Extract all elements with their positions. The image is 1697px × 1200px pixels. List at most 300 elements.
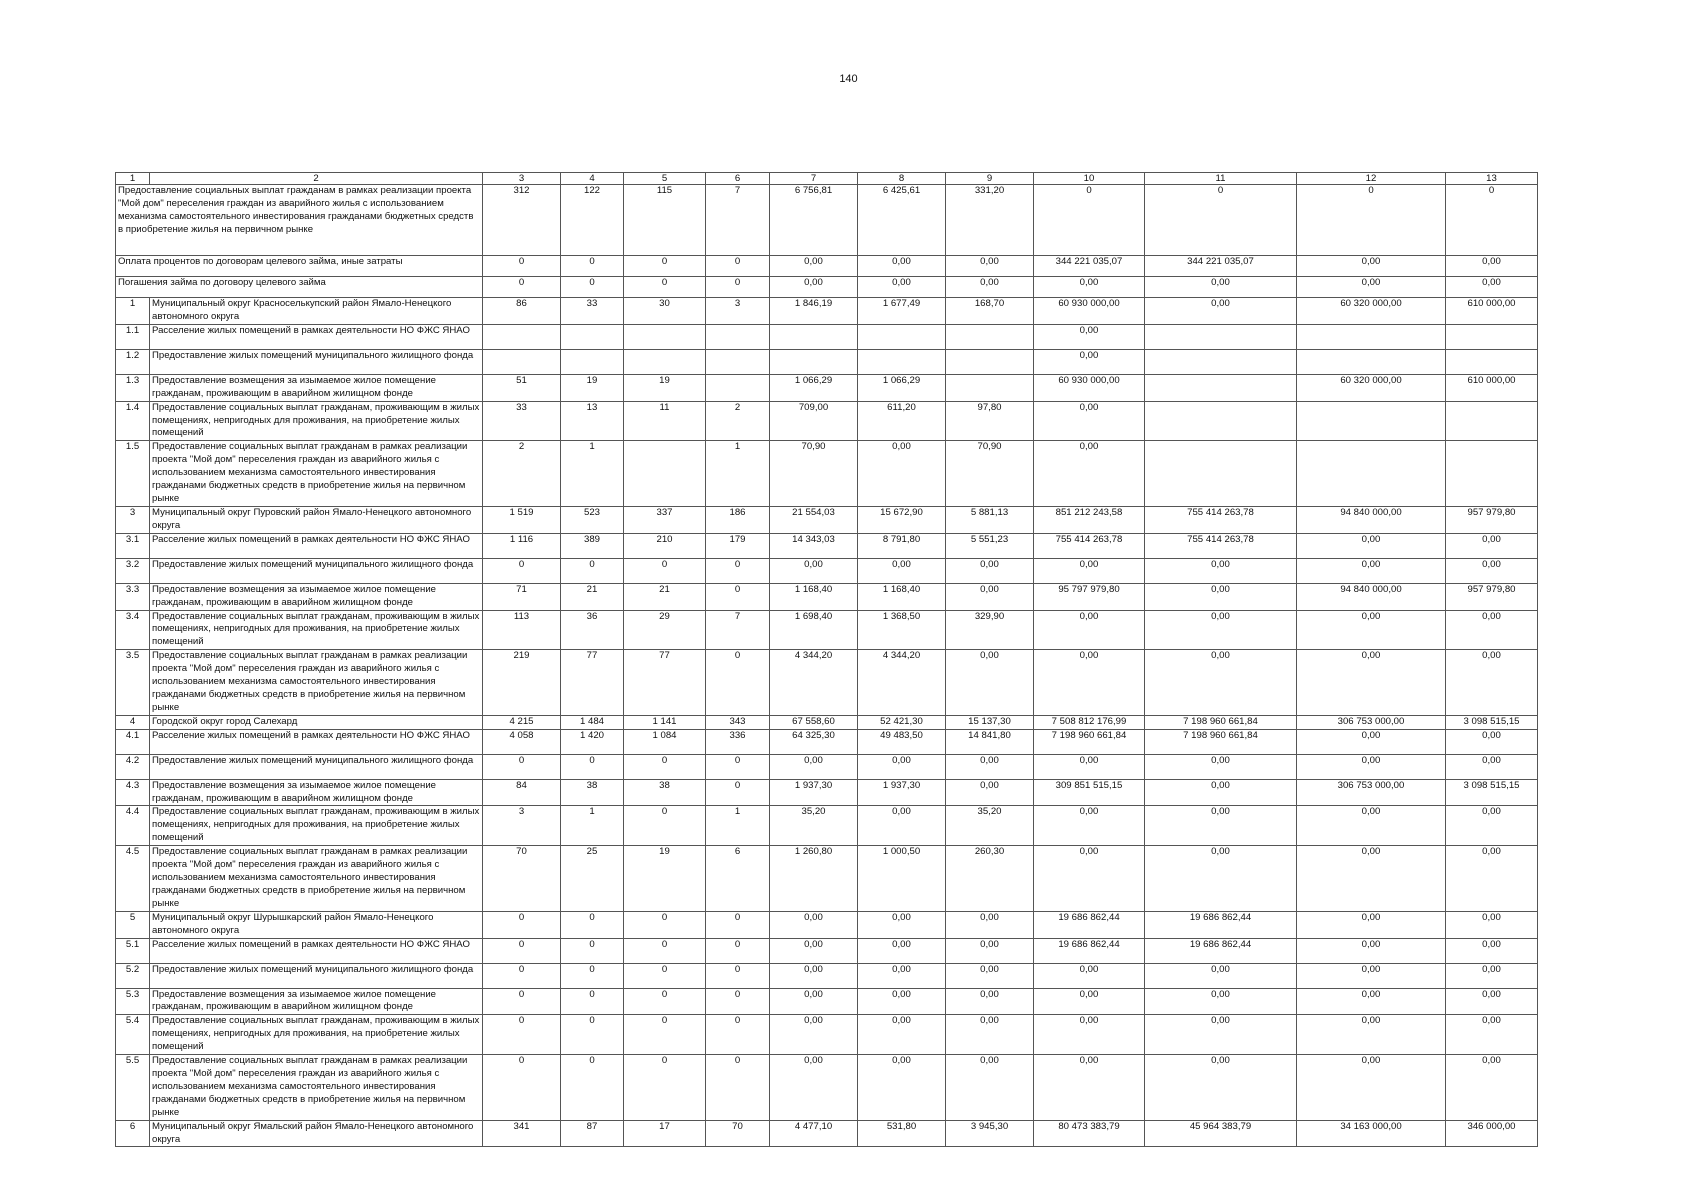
value-cell: 5 881,13 [946,506,1034,533]
value-cell: 0,00 [1034,610,1145,650]
value-cell: 60 930 000,00 [1034,374,1145,401]
value-cell: 86 [483,298,561,325]
value-cell: 610 000,00 [1446,298,1538,325]
value-cell: 0 [561,911,624,938]
value-cell: 3 098 515,15 [1446,715,1538,729]
value-cell: 0,00 [858,754,946,779]
value-cell: 0,00 [1446,277,1538,298]
value-cell: 0 [483,558,561,583]
value-cell: 0,00 [946,1015,1034,1055]
value-cell: 3 [706,298,770,325]
value-cell: 336 [706,729,770,754]
table-body [116,173,1538,1147]
value-cell [1145,441,1297,507]
value-cell: 0,00 [1145,650,1297,716]
row-number-cell: 5.5 [116,1055,150,1121]
column-number-header: 10 [1034,173,1145,185]
value-cell: 70 [483,846,561,912]
value-cell: 0 [561,963,624,988]
column-number-header: 11 [1145,173,1297,185]
value-cell: 0 [561,277,624,298]
value-cell: 0,00 [946,754,1034,779]
value-cell [1145,349,1297,374]
value-cell: 0,00 [1145,1015,1297,1055]
value-cell: 14 343,03 [770,533,858,558]
value-cell: 3 098 515,15 [1446,779,1538,806]
value-cell: 87 [561,1120,624,1147]
value-cell [624,441,706,507]
value-cell: 17 [624,1120,706,1147]
value-cell: 1 168,40 [858,583,946,610]
row-name-cell: Предоставление социальных выплат гражданам, проживающим в жилых помещениях, непригодных для проживания, на приобретение жилых помещений [150,806,483,846]
value-cell: 77 [561,650,624,716]
value-cell: 0 [624,988,706,1015]
row-number-cell: 3.3 [116,583,150,610]
value-cell [1297,349,1446,374]
row-name-cell: Расселение жилых помещений в рамках деятельности НО ФЖС ЯНАО [150,324,483,349]
row-name-cell: Погашения займа по договору целевого займа [116,277,483,298]
table-row [116,277,1538,298]
column-number-header: 6 [706,173,770,185]
value-cell: 0,00 [946,938,1034,963]
value-cell: 0,00 [858,1015,946,1055]
table-row [116,349,1538,374]
row-name-cell: Предоставление социальных выплат гражданам в рамках реализации проекта "Мой дом" переселения граждан из аварийного жилья с использованием механизма самостоятельного инвестирования гражданами бюджетных средств в приобретение жилья на первичном рынке [150,650,483,716]
value-cell: 0,00 [770,256,858,277]
row-name-cell: Муниципальный округ Ямальский район Ямало-Ненецкого автономного округа [150,1120,483,1147]
value-cell: 0,00 [858,988,946,1015]
value-cell: 0 [561,988,624,1015]
value-cell: 70,90 [946,441,1034,507]
column-number-header: 3 [483,173,561,185]
row-number-cell: 1.4 [116,401,150,441]
value-cell: 0,00 [946,558,1034,583]
value-cell [858,349,946,374]
value-cell: 0,00 [1446,911,1538,938]
value-cell: 34 163 000,00 [1297,1120,1446,1147]
row-name-cell: Предоставление социальных выплат гражданам в рамках реализации проекта "Мой дом" переселения граждан из аварийного жилья с использованием механизма самостоятельного инвестирования гражданами бюджетных средств в приобретение жилья на первичном рынке [150,846,483,912]
value-cell: 77 [624,650,706,716]
value-cell: 7 [706,610,770,650]
value-cell: 1 116 [483,533,561,558]
value-cell [483,324,561,349]
value-cell [1297,401,1446,441]
value-cell [1446,324,1538,349]
value-cell: 0,00 [1034,558,1145,583]
value-cell: 0,00 [770,963,858,988]
value-cell: 851 212 243,58 [1034,506,1145,533]
value-cell: 1 420 [561,729,624,754]
data-table [115,172,1538,1147]
row-number-cell: 1.5 [116,441,150,507]
value-cell: 0 [483,938,561,963]
value-cell: 346 000,00 [1446,1120,1538,1147]
value-cell: 0 [561,754,624,779]
row-name-cell: Предоставление возмещения за изымаемое жилое помещение гражданам, проживающим в аварийном жилищном фонде [150,779,483,806]
value-cell: 0,00 [1034,349,1145,374]
value-cell: 0 [483,1015,561,1055]
table-row [116,715,1538,729]
value-cell: 7 198 960 661,84 [1145,729,1297,754]
value-cell: 0,00 [1446,256,1538,277]
row-name-cell: Предоставление жилых помещений муниципального жилищного фонда [150,963,483,988]
value-cell: 0,00 [1297,806,1446,846]
value-cell: 0,00 [1297,846,1446,912]
table-row [116,324,1538,349]
value-cell: 0,00 [858,558,946,583]
row-number-cell: 4 [116,715,150,729]
value-cell: 0,00 [1297,650,1446,716]
value-cell: 0,00 [1297,1015,1446,1055]
value-cell: 0 [624,911,706,938]
value-cell: 0 [483,1055,561,1121]
value-cell: 523 [561,506,624,533]
value-cell: 0,00 [770,911,858,938]
value-cell: 0,00 [946,911,1034,938]
value-cell: 1 [706,806,770,846]
value-cell: 0,00 [1297,754,1446,779]
row-number-cell: 5 [116,911,150,938]
value-cell: 25 [561,846,624,912]
value-cell: 0 [483,963,561,988]
value-cell: 15 672,90 [858,506,946,533]
value-cell: 0,00 [770,988,858,1015]
value-cell [770,324,858,349]
row-name-cell: Оплата процентов по договорам целевого займа, иные затраты [116,256,483,277]
table-row [116,911,1538,938]
value-cell: 0,00 [946,256,1034,277]
value-cell: 4 344,20 [858,650,946,716]
value-cell: 610 000,00 [1446,374,1538,401]
value-cell: 80 473 383,79 [1034,1120,1145,1147]
value-cell: 179 [706,533,770,558]
table-row [116,401,1538,441]
value-cell: 13 [561,401,624,441]
table-row [116,938,1538,963]
value-cell: 0 [706,277,770,298]
value-cell: 6 425,61 [858,185,946,256]
row-name-cell: Предоставление социальных выплат гражданам в рамках реализации проекта "Мой дом" переселения граждан из аварийного жилья с использованием механизма самостоятельного инвестирования гражданами бюджетных средств в приобретение жилья на первичном рынке [150,441,483,507]
row-number-cell: 4.5 [116,846,150,912]
value-cell: 0 [483,754,561,779]
value-cell: 0,00 [1446,533,1538,558]
value-cell: 33 [561,298,624,325]
value-cell: 341 [483,1120,561,1147]
value-cell: 0,00 [1145,610,1297,650]
value-cell: 1 [561,806,624,846]
value-cell: 0,00 [946,583,1034,610]
row-name-cell: Предоставление социальных выплат гражданам в рамках реализации проекта "Мой дом" переселения граждан из аварийного жилья с использованием механизма самостоятельного инвестирования гражданами бюджетных средств в приобретение жилья на первичном рынке [116,185,483,256]
value-cell: 0,00 [1034,1055,1145,1121]
value-cell [1297,324,1446,349]
value-cell [624,324,706,349]
value-cell: 0,00 [1446,988,1538,1015]
value-cell: 0 [624,1055,706,1121]
column-number-header: 13 [1446,173,1538,185]
value-cell: 0 [706,650,770,716]
value-cell: 6 756,81 [770,185,858,256]
value-cell: 6 [706,846,770,912]
column-number-header: 5 [624,173,706,185]
value-cell: 19 [624,846,706,912]
value-cell: 0,00 [1297,256,1446,277]
value-cell: 1 141 [624,715,706,729]
value-cell: 0 [483,256,561,277]
value-cell: 21 [561,583,624,610]
value-cell: 0,00 [1297,1055,1446,1121]
value-cell: 0,00 [1446,938,1538,963]
value-cell: 0,00 [1145,754,1297,779]
value-cell: 49 483,50 [858,729,946,754]
value-cell: 0,00 [946,963,1034,988]
value-cell: 186 [706,506,770,533]
value-cell: 0 [483,988,561,1015]
row-number-cell: 3 [116,506,150,533]
value-cell: 0,00 [1297,938,1446,963]
value-cell [483,349,561,374]
value-cell: 0,00 [858,963,946,988]
value-cell [561,349,624,374]
value-cell: 4 215 [483,715,561,729]
table-row [116,533,1538,558]
value-cell: 0,00 [1034,401,1145,441]
value-cell: 70,90 [770,441,858,507]
value-cell: 0,00 [946,277,1034,298]
row-name-cell: Предоставление жилых помещений муниципального жилищного фонда [150,754,483,779]
value-cell: 0,00 [1034,754,1145,779]
value-cell: 709,00 [770,401,858,441]
row-number-cell: 6 [116,1120,150,1147]
row-number-cell: 3.5 [116,650,150,716]
value-cell: 0,00 [1145,583,1297,610]
value-cell: 29 [624,610,706,650]
value-cell: 19 686 862,44 [1145,911,1297,938]
value-cell: 0,00 [1145,963,1297,988]
value-cell: 0,00 [770,1055,858,1121]
value-cell: 2 [706,401,770,441]
value-cell: 0,00 [1034,1015,1145,1055]
value-cell: 35,20 [946,806,1034,846]
value-cell: 7 [706,185,770,256]
value-cell: 0 [561,1055,624,1121]
value-cell: 0,00 [858,911,946,938]
row-name-cell: Предоставление возмещения за изымаемое жилое помещение гражданам, проживающим в аварийном жилищном фонде [150,583,483,610]
value-cell: 0 [483,911,561,938]
value-cell [1145,324,1297,349]
value-cell: 0,00 [1034,441,1145,507]
value-cell: 7 198 960 661,84 [1145,715,1297,729]
table-row [116,298,1538,325]
value-cell: 0 [561,256,624,277]
row-name-cell: Предоставление социальных выплат гражданам в рамках реализации проекта "Мой дом" переселения граждан из аварийного жилья с использованием механизма самостоятельного инвестирования гражданами бюджетных средств в приобретение жилья на первичном рынке [150,1055,483,1121]
value-cell: 0,00 [858,938,946,963]
table-row [116,754,1538,779]
value-cell: 0,00 [770,558,858,583]
row-name-cell: Предоставление социальных выплат гражданам, проживающим в жилых помещениях, непригодных для проживания, на приобретение жилых помещений [150,401,483,441]
table-row [116,583,1538,610]
table-row [116,729,1538,754]
row-name-cell: Расселение жилых помещений в рамках деятельности НО ФЖС ЯНАО [150,729,483,754]
value-cell: 1 484 [561,715,624,729]
value-cell: 52 421,30 [858,715,946,729]
value-cell: 0,00 [1297,911,1446,938]
value-cell: 344 221 035,07 [1034,256,1145,277]
value-cell: 14 841,80 [946,729,1034,754]
value-cell: 168,70 [946,298,1034,325]
value-cell: 0 [1145,185,1297,256]
column-number-header: 8 [858,173,946,185]
value-cell: 19 [624,374,706,401]
value-cell: 113 [483,610,561,650]
value-cell: 1 519 [483,506,561,533]
value-cell: 1 066,29 [858,374,946,401]
row-name-cell: Предоставление социальных выплат гражданам, проживающим в жилых помещениях, непригодных для проживания, на приобретение жилых помещений [150,1015,483,1055]
value-cell: 0,00 [770,938,858,963]
value-cell: 0,00 [1297,988,1446,1015]
value-cell: 0 [706,938,770,963]
table-row [116,256,1538,277]
row-name-cell: Предоставление возмещения за изымаемое жилое помещение гражданам, проживающим в аварийном жилищном фонде [150,374,483,401]
value-cell [561,324,624,349]
value-cell [1297,441,1446,507]
value-cell: 19 686 862,44 [1034,911,1145,938]
table-row [116,610,1538,650]
value-cell: 0,00 [1145,779,1297,806]
value-cell [1145,374,1297,401]
value-cell: 0,00 [770,277,858,298]
value-cell: 7 198 960 661,84 [1034,729,1145,754]
row-name-cell: Городской округ город Салехард [150,715,483,729]
value-cell: 1 260,80 [770,846,858,912]
value-cell: 21 554,03 [770,506,858,533]
value-cell: 38 [624,779,706,806]
value-cell: 0,00 [770,754,858,779]
row-name-cell: Муниципальный округ Красноселькупский район Ямало-Ненецкого автономного округа [150,298,483,325]
value-cell: 1 [561,441,624,507]
value-cell: 70 [706,1120,770,1147]
row-number-cell: 4.1 [116,729,150,754]
value-cell [946,374,1034,401]
value-cell: 0,00 [858,256,946,277]
value-cell: 30 [624,298,706,325]
row-name-cell: Предоставление возмещения за изымаемое жилое помещение гражданам, проживающим в аварийном жилищном фонде [150,988,483,1015]
value-cell: 329,90 [946,610,1034,650]
value-cell: 0,00 [1034,277,1145,298]
value-cell [706,324,770,349]
value-cell: 15 137,30 [946,715,1034,729]
value-cell: 0,00 [1034,806,1145,846]
value-cell: 0,00 [946,1055,1034,1121]
value-cell: 306 753 000,00 [1297,779,1446,806]
row-name-cell: Предоставление социальных выплат гражданам, проживающим в жилых помещениях, непригодных для проживания, на приобретение жилых помещений [150,610,483,650]
value-cell: 1 [706,441,770,507]
value-cell: 60 930 000,00 [1034,298,1145,325]
value-cell: 306 753 000,00 [1297,715,1446,729]
row-name-cell: Муниципальный округ Пуровский район Ямало-Ненецкого автономного округа [150,506,483,533]
value-cell: 0,00 [858,277,946,298]
value-cell: 0 [624,277,706,298]
value-cell: 7 508 812 176,99 [1034,715,1145,729]
page-number: 140 [839,73,858,85]
value-cell: 19 686 862,44 [1034,938,1145,963]
value-cell: 0,00 [946,988,1034,1015]
value-cell: 0,00 [770,1015,858,1055]
value-cell: 0,00 [1446,754,1538,779]
value-cell: 1 066,29 [770,374,858,401]
table-row [116,441,1538,507]
value-cell: 0,00 [1446,610,1538,650]
table-row [116,806,1538,846]
value-cell: 1 168,40 [770,583,858,610]
table-row [116,963,1538,988]
row-name-cell: Муниципальный округ Шурышкарский район Ямало-Ненецкого автономного округа [150,911,483,938]
table-row [116,506,1538,533]
value-cell: 94 840 000,00 [1297,506,1446,533]
value-cell: 0,00 [858,806,946,846]
value-cell: 0 [483,277,561,298]
value-cell: 60 320 000,00 [1297,298,1446,325]
column-number-row [116,173,1538,185]
row-number-cell: 3.1 [116,533,150,558]
row-number-cell: 5.1 [116,938,150,963]
value-cell: 0,00 [1145,1055,1297,1121]
value-cell: 1 677,49 [858,298,946,325]
value-cell: 957 979,80 [1446,506,1538,533]
value-cell: 389 [561,533,624,558]
value-cell: 33 [483,401,561,441]
row-number-cell: 1.3 [116,374,150,401]
value-cell: 309 851 515,15 [1034,779,1145,806]
value-cell: 0,00 [1145,806,1297,846]
value-cell [624,349,706,374]
value-cell: 0 [706,1055,770,1121]
value-cell: 67 558,60 [770,715,858,729]
value-cell: 0,00 [1297,963,1446,988]
row-number-cell: 3.4 [116,610,150,650]
value-cell: 260,30 [946,846,1034,912]
value-cell: 71 [483,583,561,610]
value-cell: 94 840 000,00 [1297,583,1446,610]
column-number-header: 9 [946,173,1034,185]
value-cell [706,349,770,374]
table-row [116,1120,1538,1147]
value-cell [858,324,946,349]
value-cell: 0,00 [946,650,1034,716]
value-cell: 0 [624,806,706,846]
value-cell: 95 797 979,80 [1034,583,1145,610]
row-number-cell: 3.2 [116,558,150,583]
value-cell: 0 [624,558,706,583]
value-cell: 4 477,10 [770,1120,858,1147]
value-cell: 331,20 [946,185,1034,256]
value-cell: 344 221 035,07 [1145,256,1297,277]
value-cell: 0 [561,558,624,583]
value-cell: 0,00 [1446,963,1538,988]
value-cell: 0 [1034,185,1145,256]
table-row [116,558,1538,583]
value-cell: 0 [561,1015,624,1055]
value-cell: 337 [624,506,706,533]
value-cell: 0,00 [1297,729,1446,754]
row-number-cell: 5.4 [116,1015,150,1055]
table-row [116,779,1538,806]
value-cell: 97,80 [946,401,1034,441]
value-cell: 36 [561,610,624,650]
value-cell: 19 686 862,44 [1145,938,1297,963]
value-cell: 957 979,80 [1446,583,1538,610]
value-cell: 0,00 [1446,846,1538,912]
value-cell: 0 [561,938,624,963]
